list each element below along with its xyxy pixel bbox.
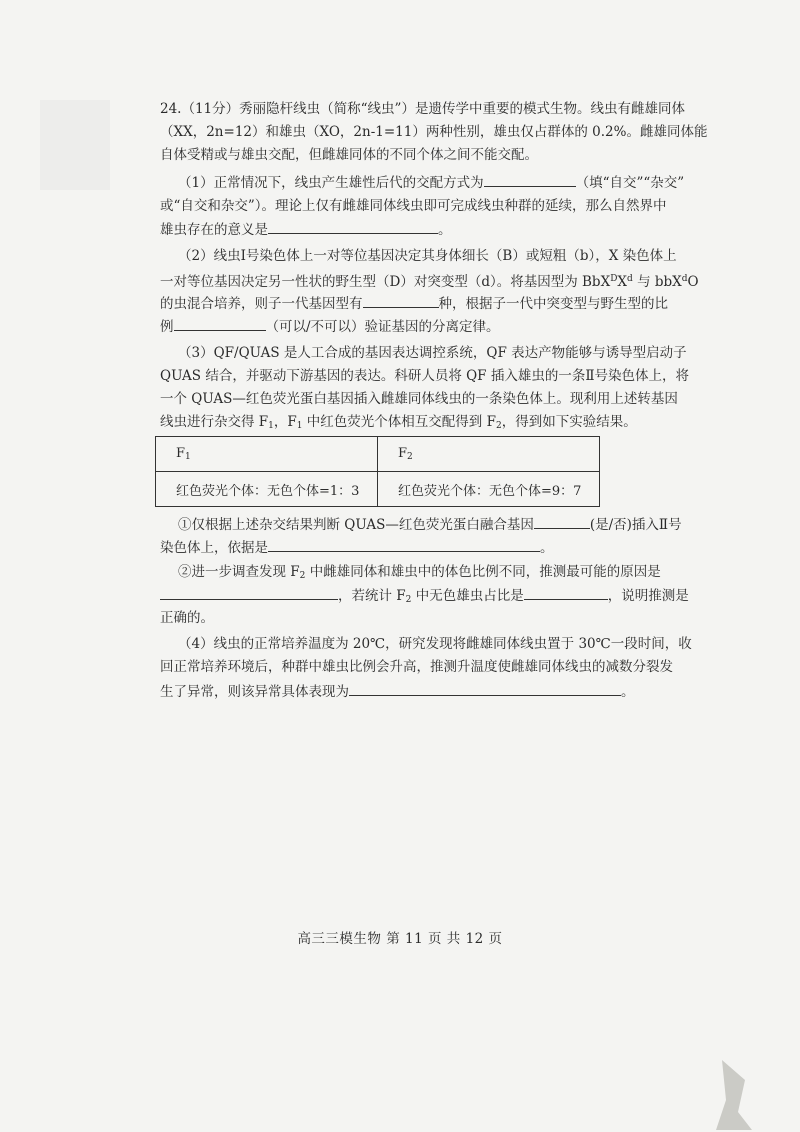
part1-line-3: 雄虫存在的意义是 。 xyxy=(160,218,700,241)
part3-q2-line-2: ，若统计 $F_2$ 中无色雄虫占比是 ，说明推测是 xyxy=(160,584,700,611)
part2-line-1: （2）线虫Ⅰ号染色体上一对等位基因决定其身体细长（B）或短粗（b），X 染色体上 xyxy=(178,248,677,264)
table-cell-f1: 红色荧光个体：无色个体=1：3 xyxy=(156,472,378,507)
part3-line-4: 线虫进行杂交得 $F_1$，$F_1$ 中红色荧光个体相互交配得到 $F_2$，得到如下实验结果。 xyxy=(160,414,637,431)
table-header-f2: $F_2$ xyxy=(378,437,600,472)
part3-q2-line-1: ②进一步调查发现 $F_2$ 中雌雄同体和雄虫中的体色比例不同，推测最可能的原因是 xyxy=(178,564,661,581)
part3-q2-line-3: 正确的。 xyxy=(160,610,214,626)
question-intro-line-3: 自体受精或与雄虫交配，但雌雄同体的不同个体之间不能交配。 xyxy=(160,147,538,163)
table-header-f1: $F_1$ xyxy=(156,437,378,472)
part4-line-3: 生了异常，则该异常具体表现为 。 xyxy=(160,680,700,703)
part3-q1-line-2: 染色体上，依据是 。 xyxy=(160,536,700,559)
page-footer: 高三三模生物 第 11 页 共 12 页 xyxy=(297,931,503,947)
part3-q1-line-1: ①仅根据上述杂交结果判断 QUAS—红色荧光蛋白融合基因 (是/否)插入Ⅱ号 xyxy=(178,513,700,536)
part1-line-1: （1）正常情况下，线虫产生雄性后代的交配方式为 （填“自交”“杂交” xyxy=(178,171,700,194)
question-intro-line-2: （XX，2n=12）和雄虫（XO，2n-1=11）两种性别，雄虫仅占群体的 0.2%。雌雄同体能 xyxy=(160,124,708,140)
part3-line-2: QUAS 结合，并驱动下游基因的表达。科研人员将 QF 插入雄虫的一条Ⅱ号染色体上，将 xyxy=(160,368,690,384)
part3-line-3: 一个 QUAS—红色荧光蛋白基因插入雌雄同体线虫的一条染色体上。现利用上述转基因 xyxy=(160,391,678,407)
part1-line-2: 或“自交和杂交”）。理论上仅有雌雄同体线虫即可完成线虫种群的延续，那么自然界中 xyxy=(160,198,667,214)
scan-shadow xyxy=(40,100,110,190)
part3-line-1: （3）QF/QUAS 是人工合成的基因表达调控系统，QF 表达产物能够与诱导型启动子 xyxy=(178,345,687,361)
part2-line-3: 的虫混合培养，则子一代基因型有 种，根据子一代中突变型与野生型的比 xyxy=(160,292,700,315)
question-intro-line-1: 24.（11分）秀丽隐杆线虫（简称“线虫”）是遗传学中重要的模式生物。线虫有雌雄同体 xyxy=(160,101,685,117)
table-cell-f2: 红色荧光个体：无色个体=9：7 xyxy=(378,472,600,507)
scan-smudge-corner xyxy=(716,1060,752,1130)
part2-line-2: 一对等位基因决定另一性状的野生型（D）对突变型（d）。将基因型为 $BbX^DX^d$ 与 bbX$^d$O xyxy=(160,274,699,290)
part2-line-4: 例 （可以/不可以）验证基因的分离定律。 xyxy=(160,315,700,338)
part4-line-2: 回正常培养环境后，种群中雄虫比例会升高，推测升温度使雌雄同体线虫的减数分裂发 xyxy=(160,659,673,675)
part4-line-1: （4）线虫的正常培养温度为 20℃，研究发现将雌雄同体线虫置于 30℃一段时间，收 xyxy=(178,636,692,652)
